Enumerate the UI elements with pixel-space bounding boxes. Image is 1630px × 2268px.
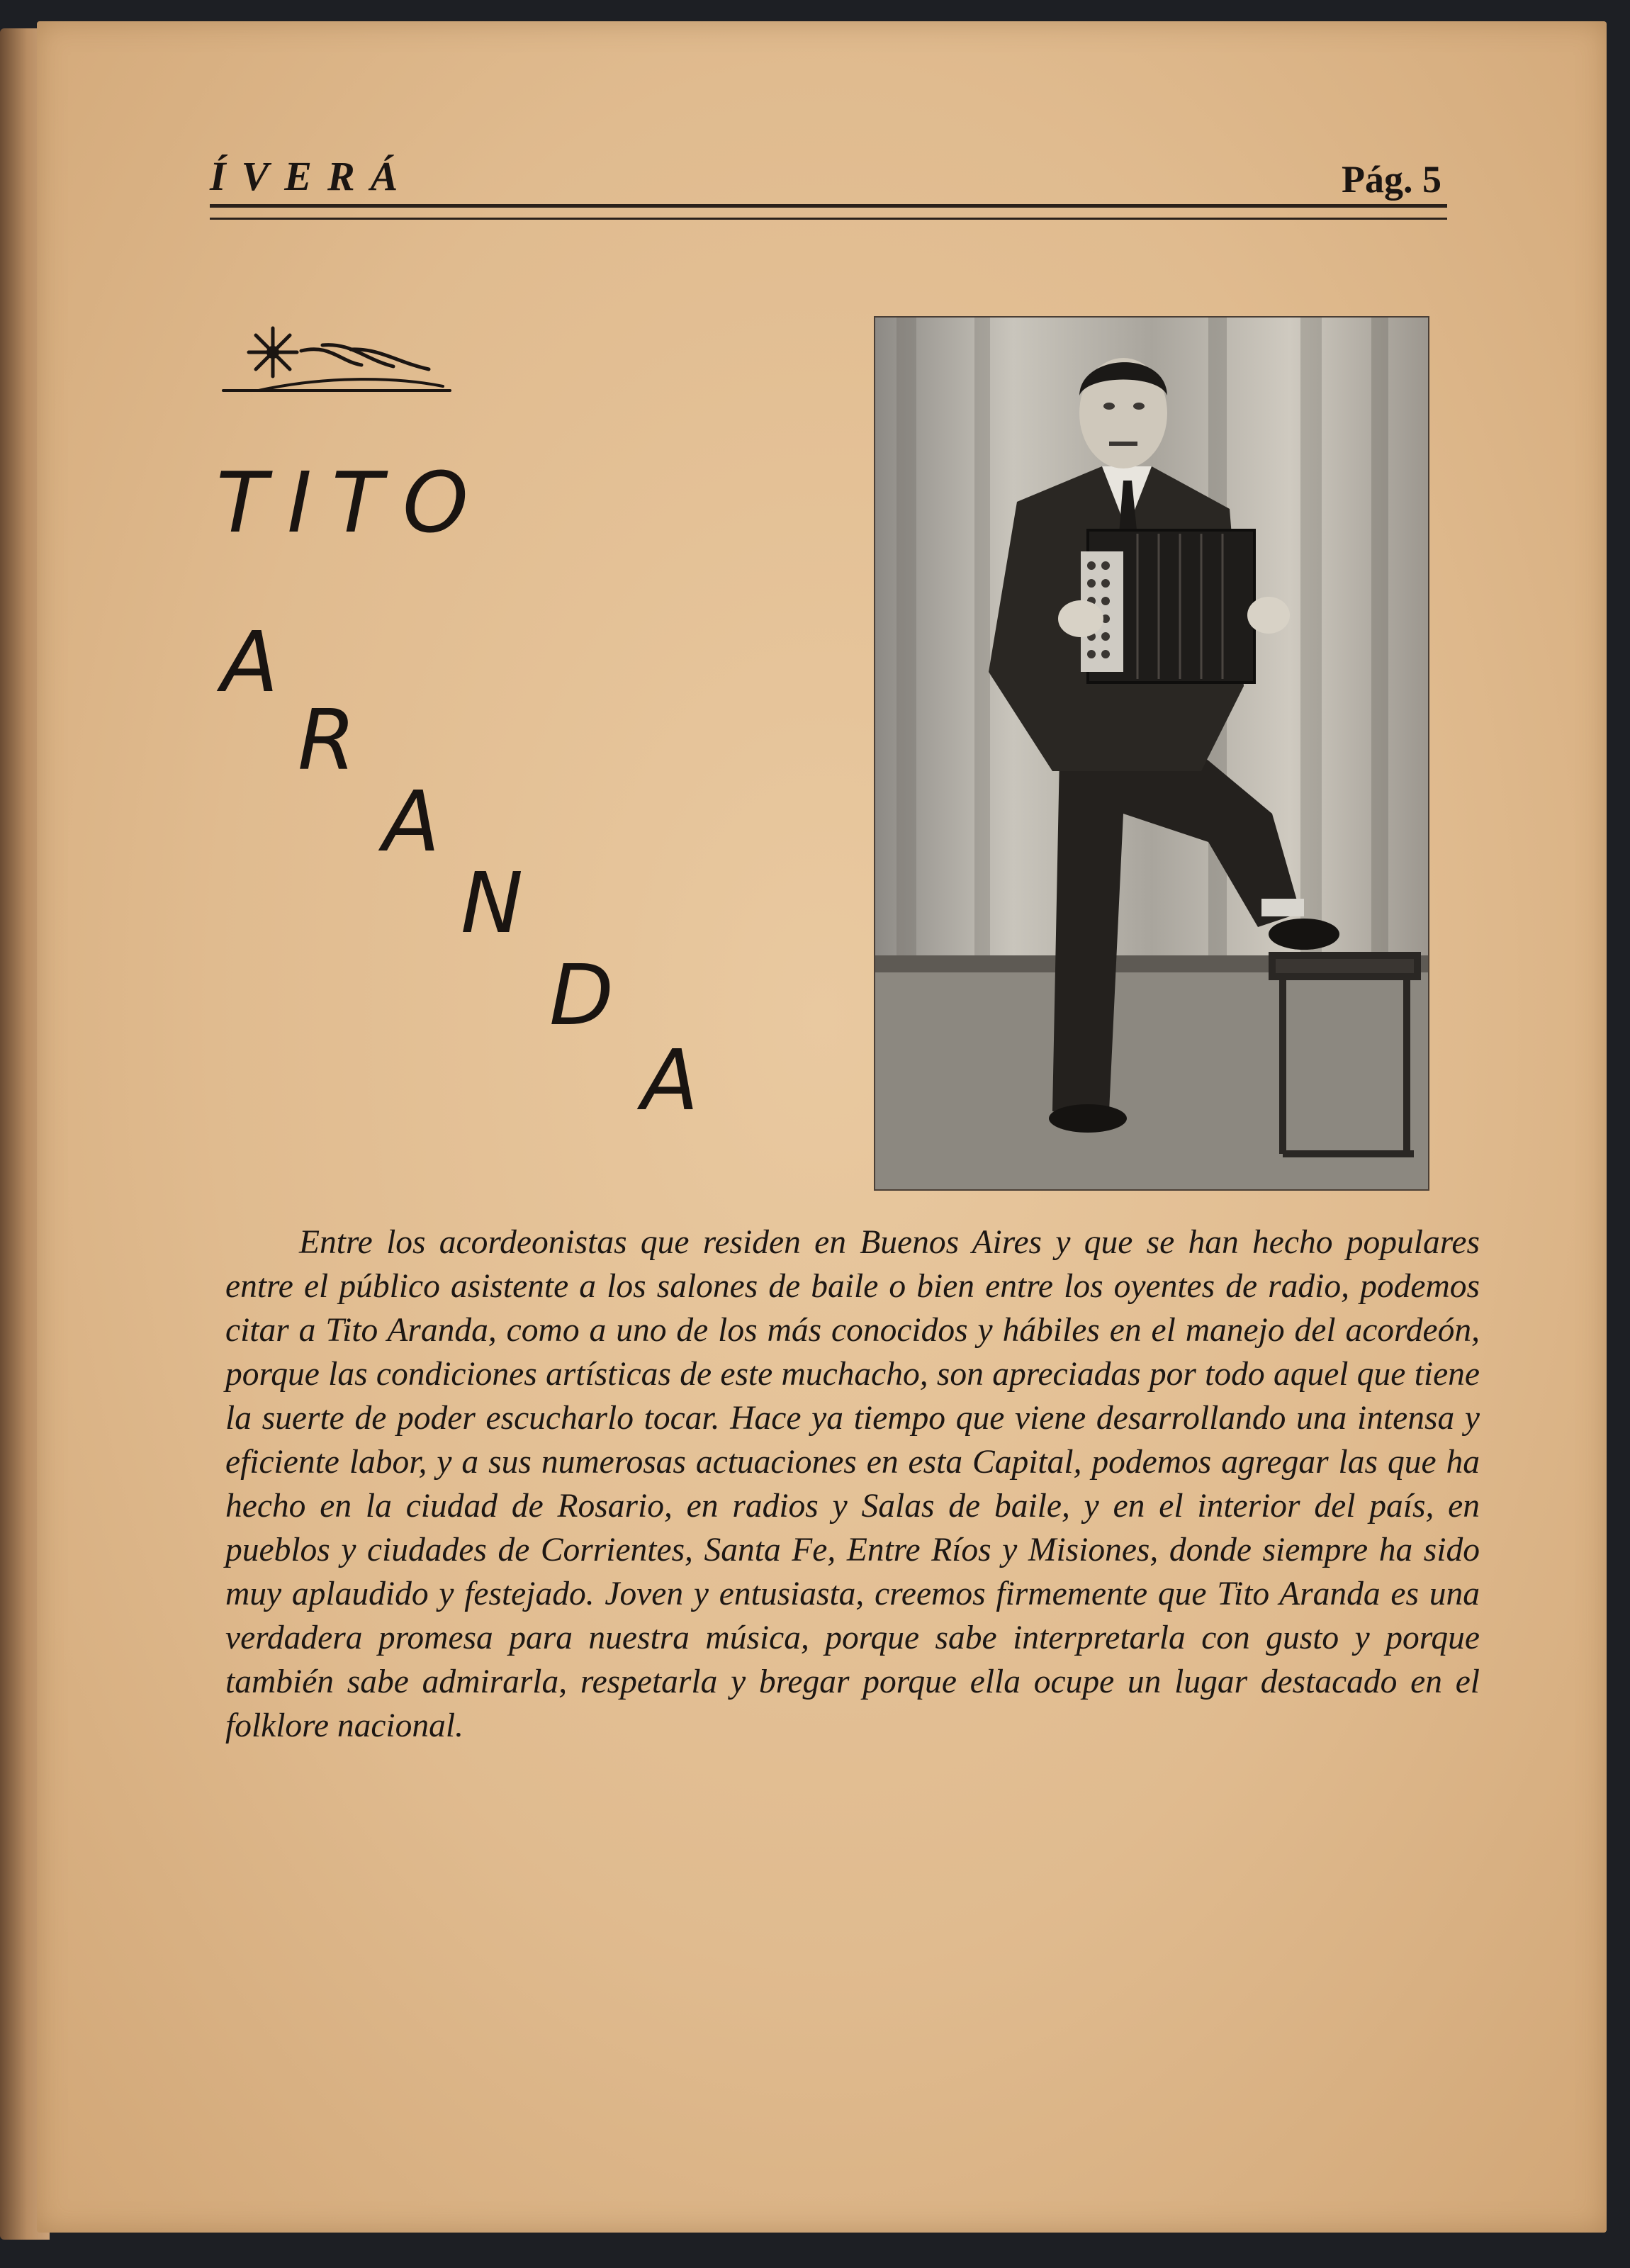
page-header [210,135,1447,220]
title-letter-6: A [641,1031,699,1129]
title-letter-1: A [221,613,279,711]
portrait-photo [875,318,1428,1189]
page-number: Pág. 5 [1342,158,1441,201]
article-body [225,1220,1480,1748]
title-letter-5: D [549,946,614,1044]
flower-ornament-icon [216,322,457,400]
title-letter-3: A [383,773,440,870]
masthead: ÍVERÁ [210,153,414,199]
title-letter-4: N [461,854,524,952]
article-paragraph: Entre los acordeonistas que residen en Buenos Aires y que se han hecho populares entre el público asistente a los salones de baile o bien entre los oyentes de radio, podemos citar a Tito Aranda, como a uno de los más conocidos y hábiles en el manejo del acordeón, porque las condiciones artísticas de este muchacho, son apreciadas por todo aquel que tiene la suerte de poder escucharlo tocar. Hace ya tiempo que viene desarrollando una intensa y eficiente labor, y a sus numerosas actuaciones en esta Capital, podemos agregar las que ha hecho en la ciudad de Rosario, en radios y Salas de baile, y en el interior del país, en pueblos y ciudades de Corrientes, Santa Fe, Entre Ríos y Misiones, donde siempre ha sido muy aplaudido y festejado. Joven y entusiasta, creemos firmemente que Tito Aranda es una verdadera promesa para nuestra música, porque sabe interpretarla con gusto y porque también sabe admirarla, respetarla y bregar porque ella ocupe un lugar destacado en el folklore nacional. [225,1224,1480,1744]
title-first-name: TITO [216,454,488,551]
title-letter-2: R [298,691,356,789]
header-rule [210,204,1447,220]
